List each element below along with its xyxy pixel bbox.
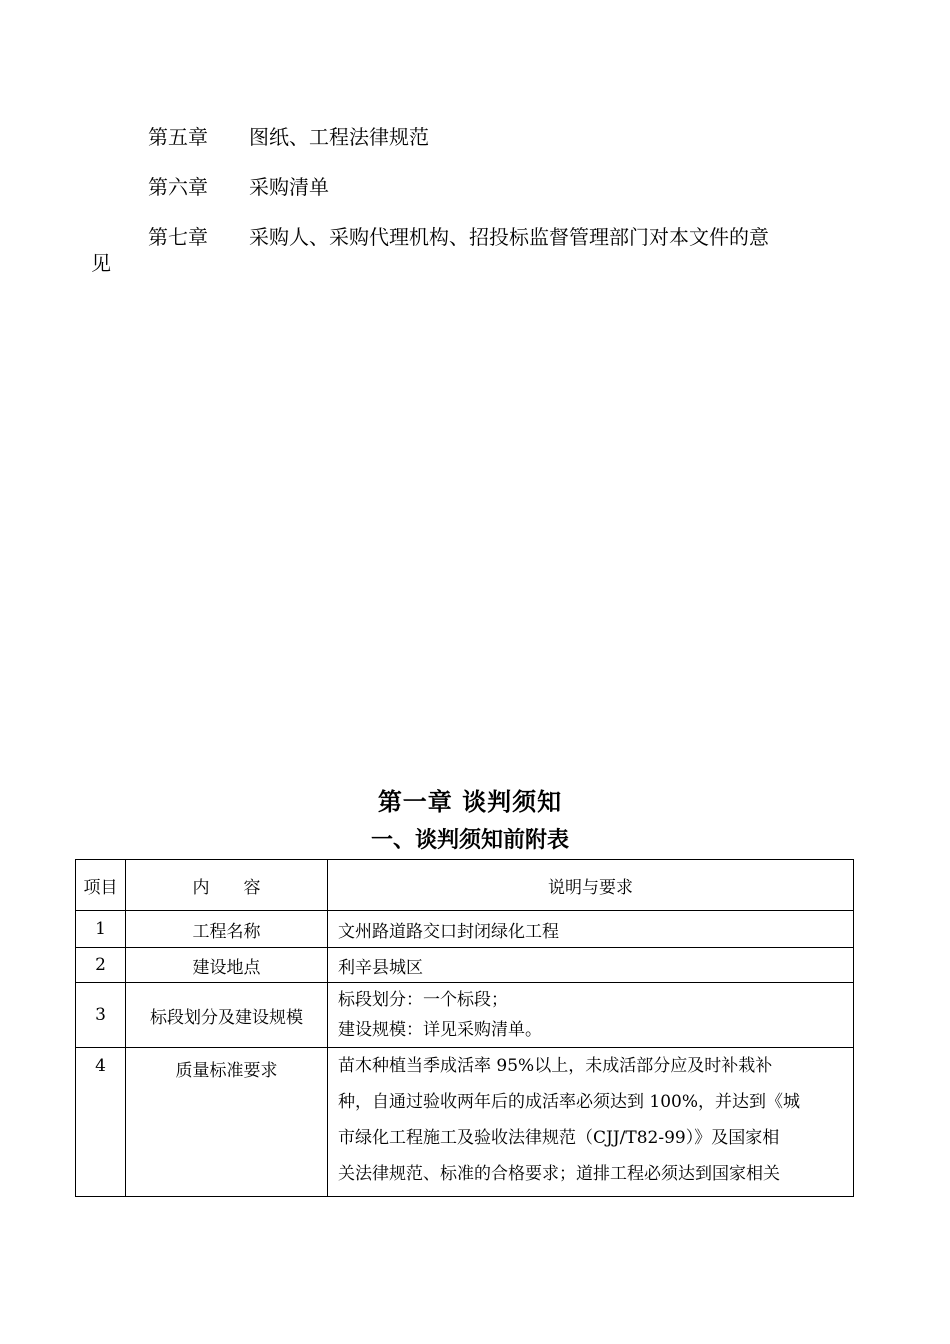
toc-chapter-number: 第七章: [148, 225, 208, 249]
description-line: 利辛县城区: [338, 957, 423, 978]
section-title: 一、谈判须知前附表: [370, 827, 569, 853]
header-description: 说明与要求: [328, 860, 854, 911]
description-line: 苗木种植当季成活率 95%以上，未成活部分应及时补栽补: [338, 1056, 773, 1076]
toc-chapter-title: 图纸、工程法律规范: [249, 125, 429, 149]
table-row: [76, 1048, 854, 1197]
row-number: 2: [76, 948, 126, 983]
row-item: 质量标准要求: [126, 1048, 328, 1197]
row-description: [328, 983, 854, 1048]
table-header-row: [76, 860, 854, 911]
table-row: [76, 948, 854, 983]
row-description: [328, 948, 854, 983]
header-content: 内 容: [126, 860, 328, 911]
row-number: 1: [76, 911, 126, 948]
row-number: 4: [76, 1048, 126, 1197]
description-line: 文州路道路交口封闭绿化工程: [338, 921, 559, 942]
toc-chapter-title: 采购人、采购代理机构、招投标监督管理部门对本文件的意: [249, 225, 769, 249]
row-description: [328, 911, 854, 948]
description-line: 市绿化工程施工及验收法律规范（CJJ/T82-99）》及国家相: [338, 1128, 780, 1148]
front-attachment-table: [75, 859, 854, 1197]
row-description: [328, 1048, 854, 1197]
chapter-title: 第一章 谈判须知: [377, 787, 563, 816]
table-row: [76, 911, 854, 948]
row-item: 工程名称: [126, 911, 328, 948]
table-row: [76, 983, 854, 1048]
header-item-number: 项目: [76, 860, 126, 911]
toc-chapter-title-wrap: 见: [91, 251, 111, 275]
description-line: 关法律规范、标准的合格要求；道排工程必须达到国家相关: [338, 1164, 780, 1184]
row-item: 建设地点: [126, 948, 328, 983]
description-line: 种，自通过验收两年后的成活率必须达到 100%，并达到《城: [338, 1092, 801, 1112]
toc-chapter-title: 采购清单: [249, 175, 329, 199]
row-item: 标段划分及建设规模: [126, 983, 328, 1048]
toc-chapter-number: 第五章: [148, 125, 208, 149]
row-number: 3: [76, 983, 126, 1048]
description-line: 建设规模：详见采购清单。: [338, 1020, 542, 1040]
description-line: 标段划分：一个标段；: [338, 990, 508, 1010]
toc-chapter-number: 第六章: [148, 175, 208, 199]
